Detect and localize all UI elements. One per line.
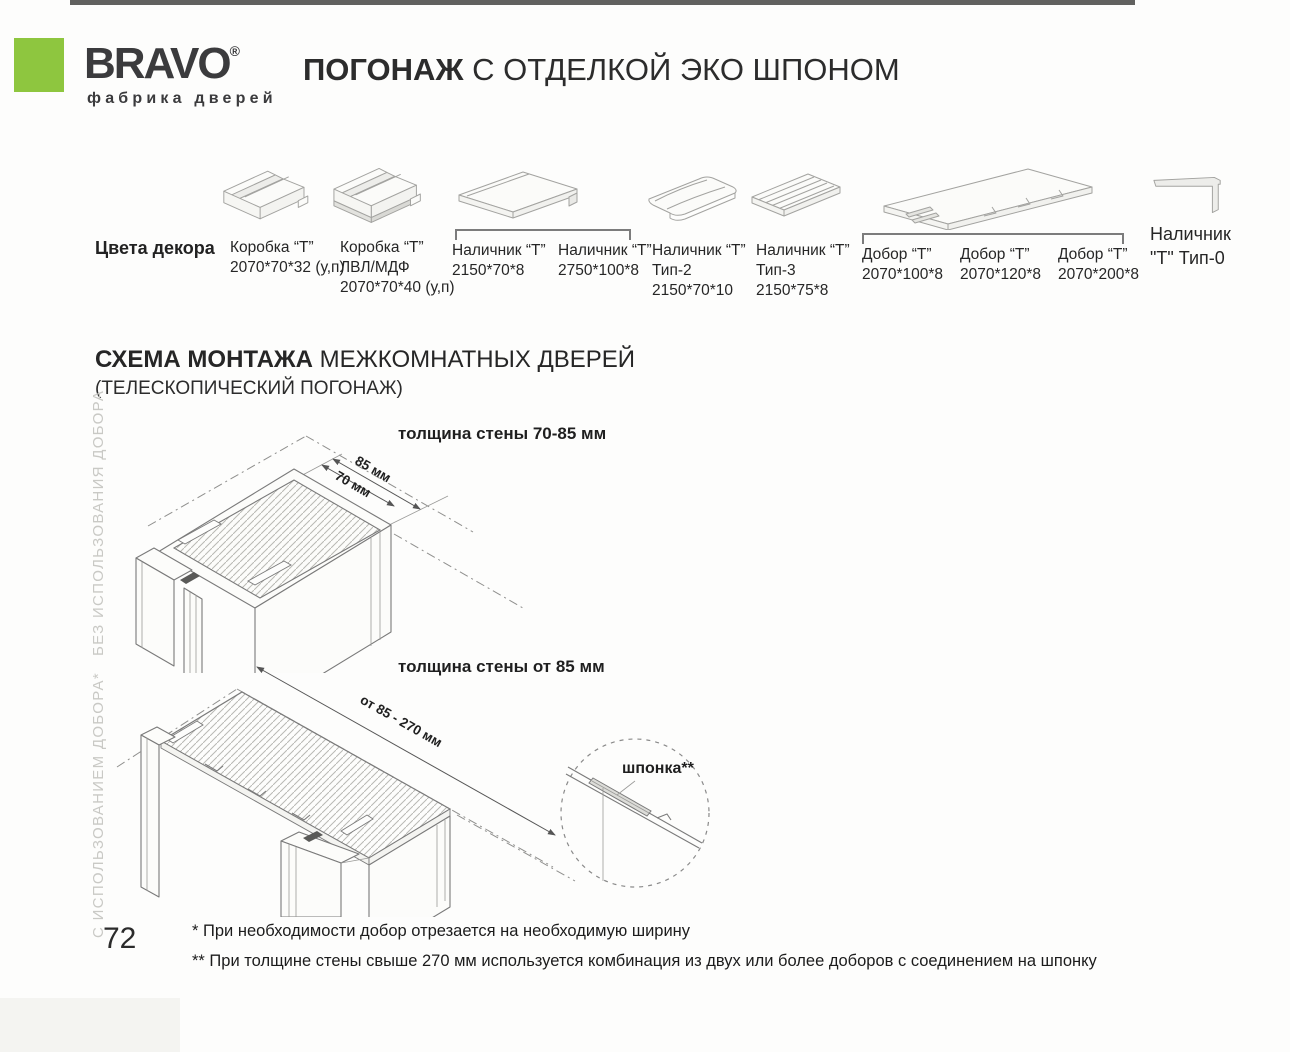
section-subtitle: (ТЕЛЕСКОПИЧЕСКИЙ ПОГОНАЖ): [95, 378, 403, 399]
installation-diagram-with-dobor: [105, 645, 717, 917]
page-title-rest: С ОТДЕЛКОЙ ЭКО ШПОНОМ: [463, 52, 900, 87]
footnotes: [192, 916, 1097, 976]
label-line: Тип-2: [652, 262, 692, 279]
nalichnik-t-tip3-illustration: [748, 164, 848, 226]
label-line: ЛВЛ/МДФ: [340, 259, 410, 276]
section-title: [95, 346, 635, 374]
label-korobka-1: [230, 238, 345, 278]
brand-name: [84, 39, 240, 88]
nalichnik-t-tip0-illustration: [1150, 172, 1228, 218]
label-line: Наличник “Т”: [756, 242, 850, 259]
label-line: Коробка “Т”: [340, 239, 424, 256]
registered-mark: ®: [229, 43, 240, 59]
label-line: 2070*70*32 (у,п): [230, 259, 345, 276]
brand-logo-square: [14, 38, 64, 92]
label-line: "Т" Тип-0: [1150, 248, 1225, 268]
decor-colors-label: Цвета декора: [95, 238, 215, 258]
dobor-t-illustration: [878, 160, 1118, 230]
label-line: Тип-3: [756, 262, 796, 279]
label-nalichnik-b: [558, 241, 652, 281]
installation-diagram-no-dobor: [128, 408, 578, 673]
shponka-detail-label: шпонка**: [622, 760, 694, 777]
label-line: Наличник “Т”: [452, 242, 546, 259]
scan-corner-shade: [0, 998, 180, 1052]
footnote-1: * При необходимости добор отрезается на необходимую ширину: [192, 922, 691, 940]
label-line: 2070*100*8: [862, 266, 944, 283]
diagram1-dim-85: 85 мм: [352, 453, 394, 486]
label-nalichnik-tip0: [1150, 222, 1231, 270]
side-label-with-dobor: С ИСПОЛЬЗОВАНИЕМ ДОБОРА*: [90, 672, 107, 938]
label-line: 2070*70*40 (у,п): [340, 279, 455, 296]
diagram2-caption: толщина стены от 85 мм: [398, 657, 605, 676]
label-line: 2070*200*8: [1058, 266, 1140, 283]
nalichnik-t-tip2-illustration: [645, 168, 745, 226]
label-line: Добор “Т”: [1058, 246, 1128, 263]
label-nalichnik-tip2: [652, 241, 746, 301]
label-line: 2070*120*8: [960, 266, 1042, 283]
dobor-group-bracket: [862, 233, 1124, 244]
footnote-2: ** При толщине стены свыше 270 мм используется комбинация из двух или более доборов с соединением на шпонку: [192, 952, 1097, 970]
label-line: 2150*70*8: [452, 262, 525, 279]
section-title-rest: МЕЖКОМНАТНЫХ ДВЕРЕЙ: [312, 346, 636, 373]
label-line: Добор “Т”: [862, 246, 932, 263]
label-line: Наличник “Т”: [558, 242, 652, 259]
korobka-t-illustration: [220, 155, 325, 235]
nalichnik-group-bracket: [455, 229, 631, 240]
label-dobor-2: [960, 245, 1041, 285]
label-line: Коробка “Т”: [230, 239, 314, 256]
label-nalichnik-a: [452, 241, 546, 281]
brand-tagline: фабрика дверей: [87, 90, 277, 107]
scan-artifact-strip: [70, 0, 1135, 5]
label-line: 2750*100*8: [558, 262, 640, 279]
label-line: Добор “Т”: [960, 246, 1030, 263]
label-korobka-2: [340, 238, 455, 298]
page-title: [303, 52, 900, 88]
label-dobor-3: [1058, 245, 1139, 285]
nalichnik-t-flat-illustration: [455, 165, 585, 227]
side-label-without-dobor: БЕЗ ИСПОЛЬЗОВАНИЯ ДОБОРА: [90, 389, 107, 656]
korobka-t-lvl-illustration: [330, 153, 438, 235]
diagram2-dim-range: от 85 - 270 мм: [357, 692, 445, 751]
label-line: Наличник “Т”: [652, 242, 746, 259]
diagram1-caption: толщина стены 70-85 мм: [398, 424, 607, 443]
label-line: 2150*75*8: [756, 282, 829, 299]
brand-name-text: BRAVO: [84, 39, 230, 88]
page-title-bold: ПОГОНАЖ: [303, 52, 464, 87]
label-nalichnik-tip3: [756, 241, 850, 301]
diagram1-dim-70: 70 мм: [332, 468, 374, 501]
label-line: Наличник: [1150, 224, 1231, 244]
section-title-bold: СХЕМА МОНТАЖА: [95, 346, 313, 373]
label-line: 2150*70*10: [652, 282, 734, 299]
page-number: 72: [103, 922, 137, 955]
label-dobor-1: [862, 245, 943, 285]
